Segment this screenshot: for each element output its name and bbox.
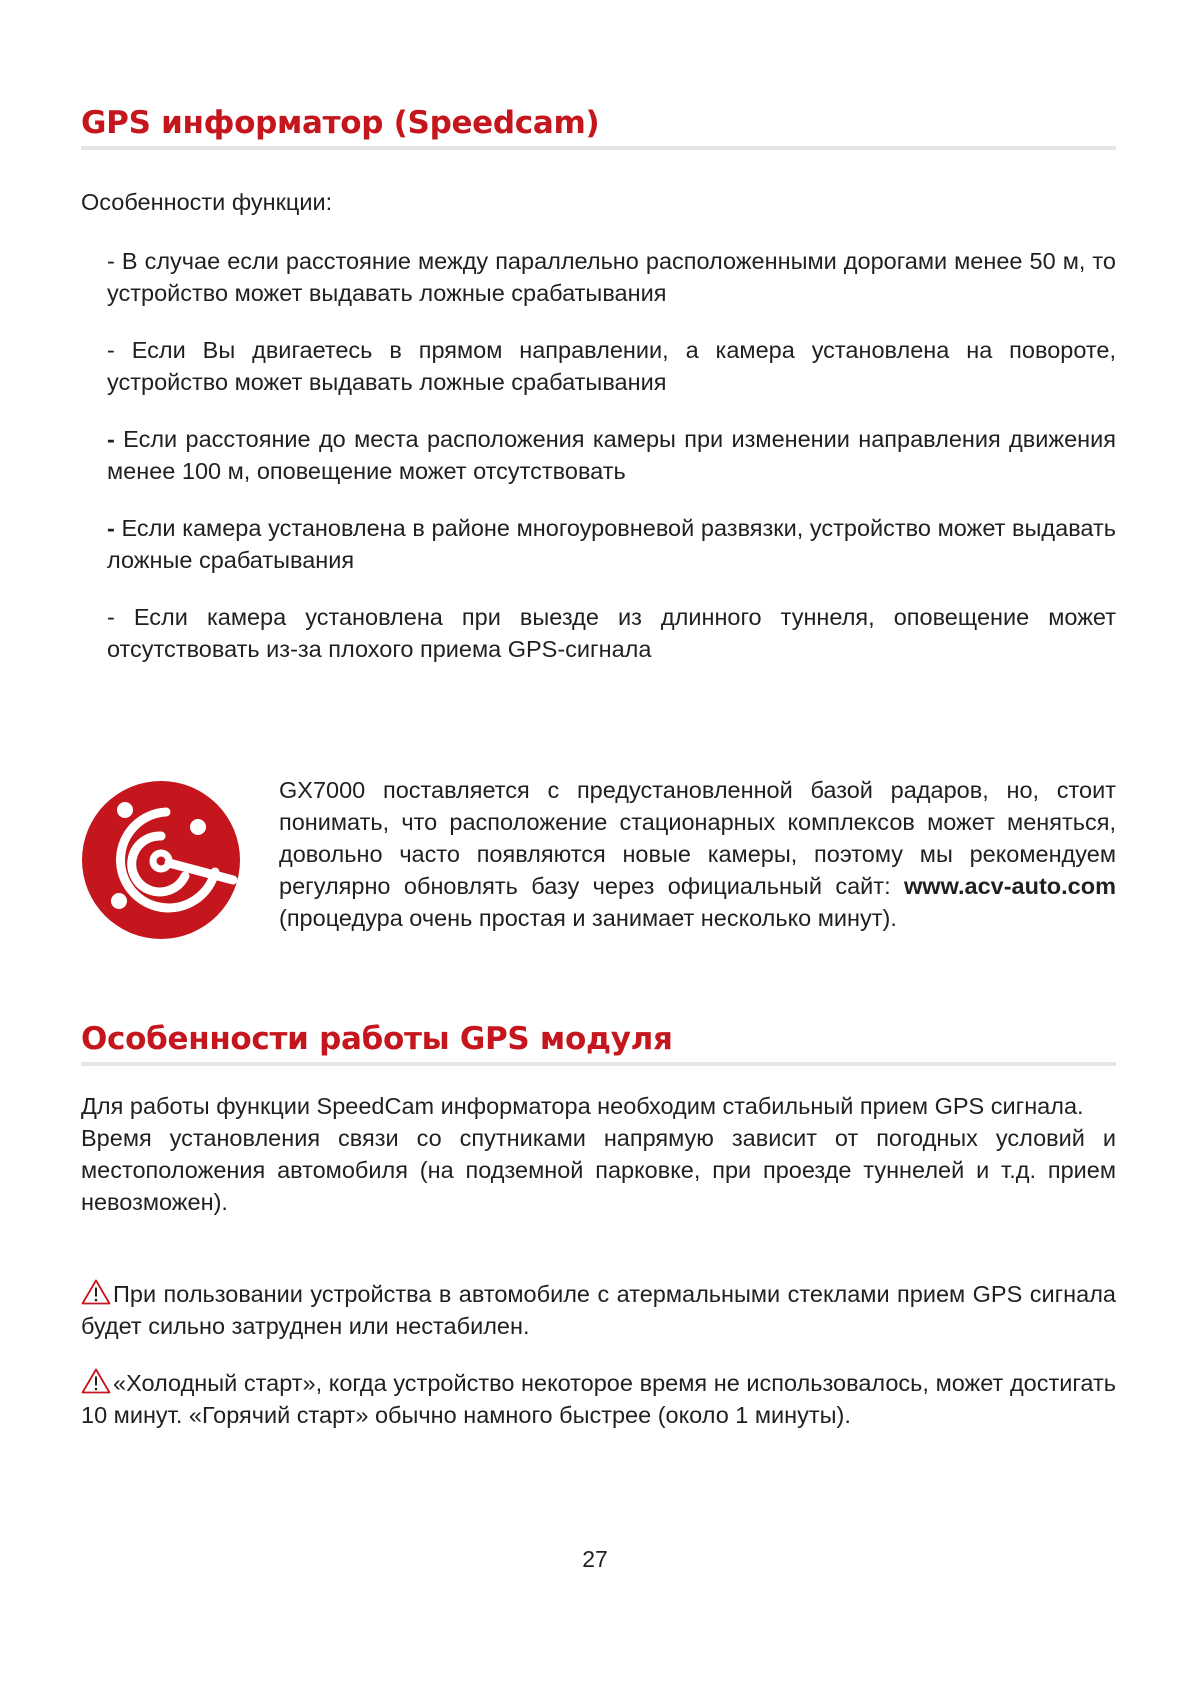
title-underline [81, 1062, 1116, 1066]
warning-text: «Холодный старт», когда устройство некоторое время не использовалось, может достигать 10 минут. «Горячий старт» обычно намного быстрее (около 1 минуты). [81, 1370, 1116, 1428]
website-link[interactable]: www.acv-auto.com [904, 873, 1116, 899]
bullet-dash: - [107, 426, 115, 452]
warning-triangle-icon [81, 1279, 111, 1305]
note-text: GX7000 поставляется с предустановленной базой радаров, но, стоит понимать, что расположение стационарных комплексов может меняться, довольно часто появляются новые камеры, поэтому мы рекомендуем регулярно обновлять базу через официальный сайт: [279, 777, 1116, 899]
feature-bullet-3 [107, 423, 1116, 487]
warning-cold-start [81, 1367, 1116, 1431]
warning-triangle-icon [81, 1368, 111, 1394]
feature-bullet-4 [107, 512, 1116, 576]
bullet-text: Если расстояние до места расположения камеры при изменении направления движения менее 100 м, оповещение может отсутствовать [107, 426, 1117, 484]
features-heading: Особенности функции: [81, 189, 333, 215]
title-underline [81, 146, 1116, 150]
gps-paragraph-2: Время установления связи со спутниками напрямую зависит от погодных условий и местоположения автомобиля (на подземной парковке, при проезде туннелей и т.д. прием невозможен). [81, 1125, 1116, 1215]
feature-bullet-5: - Если камера установлена при выезде из длинного туннеля, оповещение может отсутствовать из-за плохого приема GPS-сигнала [107, 604, 1116, 662]
section-title-speedcam: GPS информатор (Speedcam) [81, 105, 600, 141]
feature-bullet-1: - В случае если расстояние между параллельно расположенными дорогами менее 50 м, то устройство может выдавать ложные срабатывания [107, 248, 1116, 306]
section-title-gps-module: Особенности работы GPS модуля [81, 1021, 673, 1057]
note-text-end: (процедура очень простая и занимает несколько минут). [279, 905, 897, 931]
warning-athermal [81, 1278, 1116, 1342]
page-number: 27 [582, 1546, 608, 1572]
bullet-text: Если камера установлена в районе многоуровневой развязки, устройство может выдавать ложные срабатывания [107, 515, 1116, 573]
radar-icon [81, 780, 241, 940]
feature-bullet-2: - Если Вы двигаетесь в прямом направлении, а камера установлена на повороте, устройство может выдавать ложные срабатывания [107, 337, 1116, 395]
gps-paragraphs [81, 1090, 1116, 1218]
bullet-dash: - [107, 515, 115, 541]
gps-paragraph-1: Для работы функции SpeedCam информатора необходим стабильный прием GPS сигнала. [81, 1093, 1084, 1119]
database-note [279, 774, 1116, 934]
warning-text: При пользовании устройства в автомобиле с атермальными стеклами прием GPS сигнала будет сильно затруднен или нестабилен. [81, 1281, 1116, 1339]
